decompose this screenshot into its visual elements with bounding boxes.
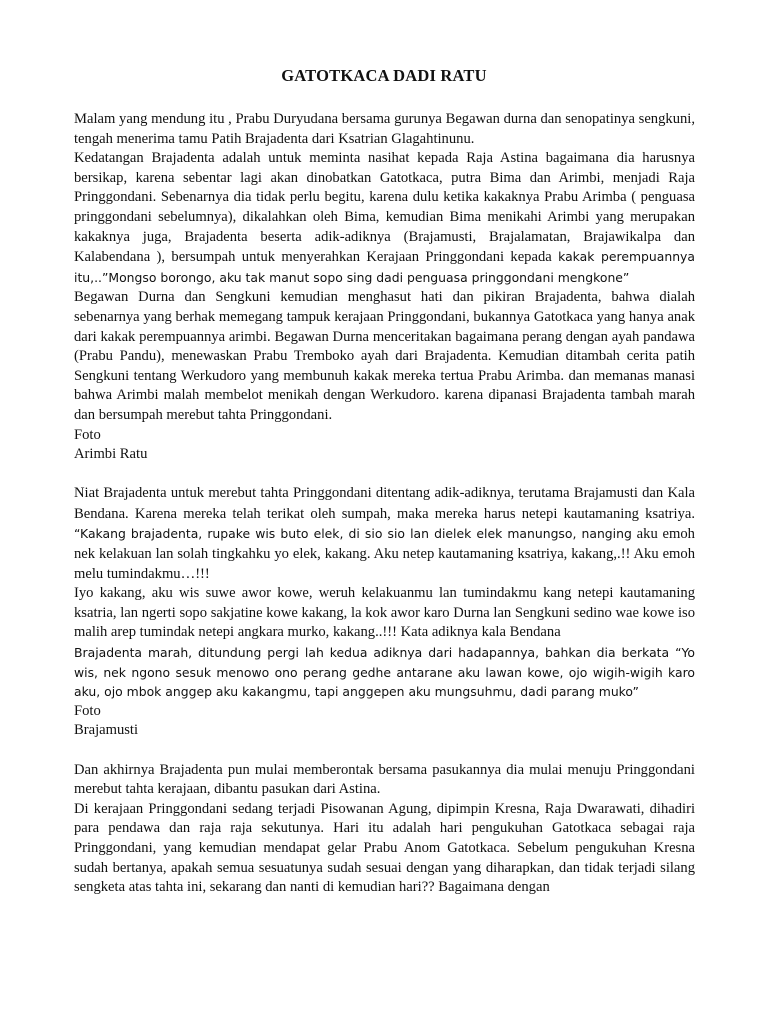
paragraph-brajadenta-angry: Brajadenta marah, ditundung pergi lah kedua adiknya dari hadapannya, bahkan dia berkata “Yo wis, nek ngono sesuk menowo ono perang gedhe antarane aku lawan kowe, ojo wigih-wigih karo aku, ojo mbok anggep aku kakangmu, tapi anggepen aku mungsuhmu, dadi parang muko” bbox=[74, 645, 695, 700]
paragraph-gap bbox=[74, 465, 695, 485]
photo-caption-arimbi: Arimbi Ratu bbox=[74, 446, 148, 463]
paragraph-arrival-text: Kedatangan Brajadenta adalah untuk meminta nasihat kepada Raja Astina bagaimana dia harusnya bersikap, karena sebentar lagi akan dinobatkan Gatotkaca, putra Bima dan Arimbi, menjadi Raja Pringgondani. Sebenarnya dia tidak perlu begitu, karena dulu ketika kakaknya Prabu Arimba ( penguasa pringgondani sebelumnya), dikalahkan oleh Bima, kemudian Bima menikahi Arimbi yang merupakan kakaknya juga, Brajadenta beserta adik-adiknya (Brajamusti, Brajalamatan, Brajawikalpa dan Kalabendana ), bersumpah untuk menyerahkan Kerajaan Pringgondani kepada bbox=[74, 150, 695, 266]
quote-kakang-brajadenta: “Kakang brajadenta, rupake wis buto elek, di sio sio lan dielek elek manungso, nanging bbox=[74, 526, 632, 542]
paragraph-arrival bbox=[74, 149, 695, 288]
paragraph-rebellion: Dan akhirnya Brajadenta pun mulai memberontak bersama pasukannya dia mulai menuju Pringgondani merebut tahta kerajaan, dibantu pasukan dari Astina. bbox=[74, 761, 695, 798]
paragraph-opposition-quote-end: kakang,.!! Aku emoh melu tumindakmu…!!! bbox=[74, 546, 695, 582]
quote-mongso-borongo: kakak perempuannya itu,..”Mongso borongo, aku tak manut sopo sing dadi penguasa pringgondani mengkone” bbox=[74, 249, 695, 285]
page-title: GATOTKACA DADI RATU bbox=[281, 66, 487, 85]
paragraph-intro: Malam yang mendung itu , Prabu Duryudana bersama gurunya Begawan durna dan senopatinya sengkuni, tengah menerima tamu Patih Brajadenta dari Ksatrian Glagahtinunu. bbox=[74, 111, 695, 147]
document-body bbox=[74, 110, 695, 898]
photo-caption-label: Foto bbox=[74, 426, 101, 443]
paragraph-kala-bendana: Iyo kakang, aku wis suwe awor kowe, weruh kelakuanmu lan tumindakmu kang netepi kautamaning ksatria, lan ngerti sopo sakjatine kowe kakang, la kok awor karo Durna lan Sengkuni sedino wae kowe iso malih arep tumindak netepi angkara murko, kakang..!!! Kata adiknya kala Bendana bbox=[74, 585, 695, 641]
paragraph-opposition-quote-cont: aku emoh nek kelakuan lan solah tingkahku yo elek, kakang. Aku netep kautamaning ksatriya, bbox=[74, 526, 695, 563]
paragraph-opposition-text: Niat Brajadenta untuk merebut tahta Pringgondani ditentang adik-adiknya, terutama Brajamusti dan Kala Bendana. Karena mereka telah terikat oleh sumpah, maka mereka harus netepi kautamaning ksatriya. bbox=[74, 485, 695, 522]
paragraph-incitement: Begawan Durna dan Sengkuni kemudian menghasut hati dan pikiran Brajadenta, bahwa dialah sebenarnya yang berhak memegang tampuk kerajaan Pringgondani, bukannya Gatotkaca yang hanya anak dari kakak perempuannya arimbi. Begawan Durna menceritakan bagaimana perang dengan ayah pandawa (Prabu Pandu), menewaskan Prabu Tremboko ayah dari Brajadenta. Kemudian ditambah cerita patih Sengkuni tentang Werkudoro yang membunuh kakak mereka tertua Prabu Arimba. dan memanas manasi bahwa Arimbi malah membelot menikah dengan Werkudoro. karena dipanasi Brajadenta tambah marah dan bersumpah merebut tahta Pringgondani. bbox=[74, 289, 695, 423]
photo-caption-brajamusti: Brajamusti bbox=[74, 722, 139, 739]
photo-caption-label-2: Foto bbox=[74, 702, 101, 719]
paragraph-pisowanan: Di kerajaan Pringgondani sedang terjadi Pisowanan Agung, dipimpin Kresna, Raja Dwarawati, dihadiri para pendawa dan raja raja sekutunya. Hari itu adalah hari pengukuhan Gatotkaca sebagai raja Pringgondani, yang kemudian mendapat gelar Prabu Anom Gatotkaca. Sebelum pengukuhan Kresna sudah bertanya, apakah semua sesuatunya sudah sesuai dengan yang diharapkan, dan tidak terjadi silang sengketa atas tahta ini, sekarang dan nanti di kemudian hari?? Bagaimana dengan bbox=[74, 800, 695, 896]
paragraph-opposition bbox=[74, 484, 695, 584]
paragraph-gap-2 bbox=[74, 741, 695, 761]
